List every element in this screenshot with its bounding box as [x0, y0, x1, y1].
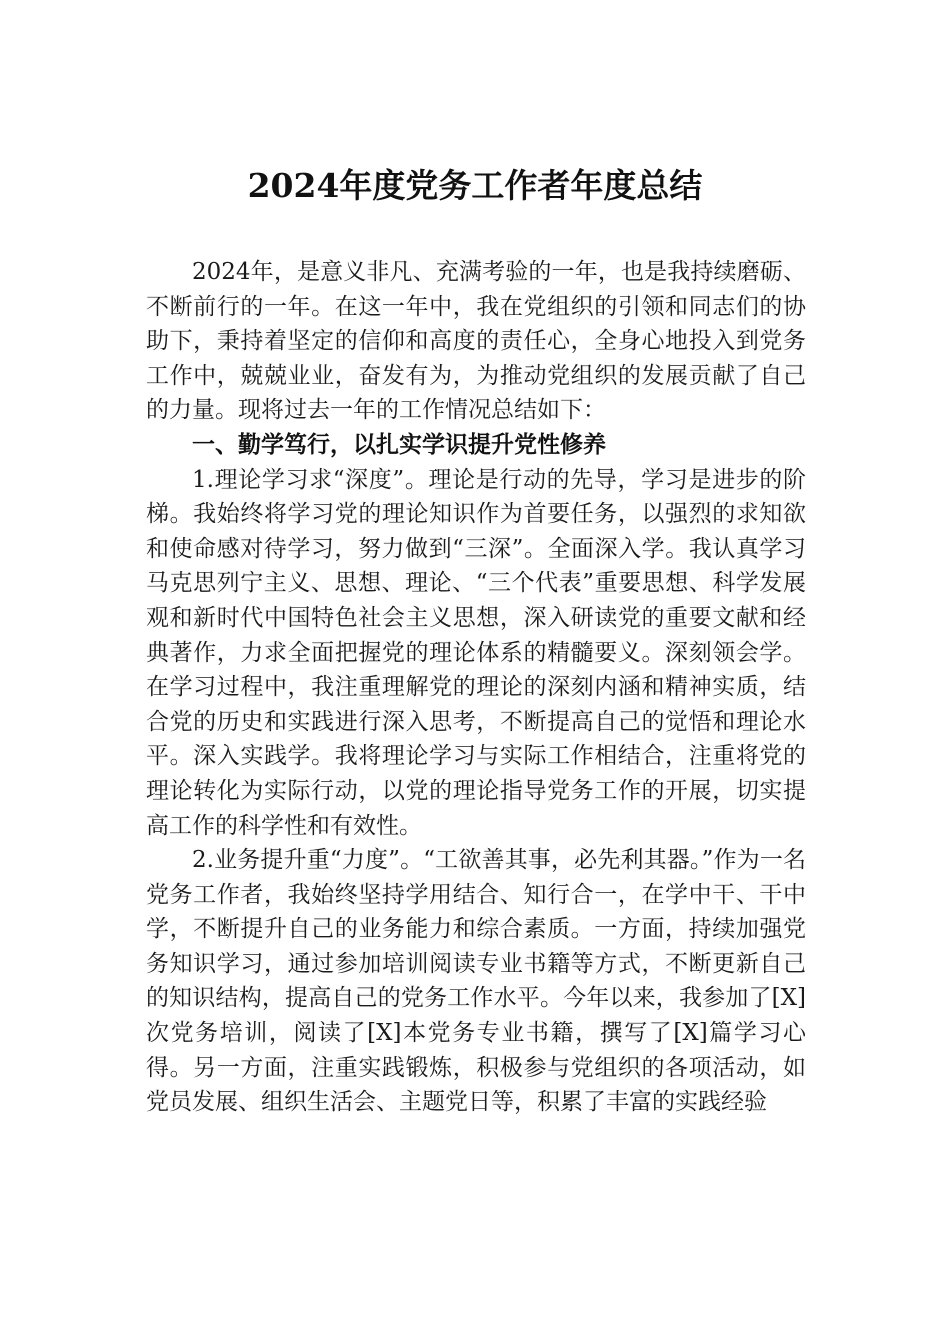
paragraph-theory-study: 1.理论学习求“深度”。理论是行动的先导，学习是进步的阶梯。我始终将学习党的理论知识作为首要任务，以强烈的求知欲和使命感对待学习，努力做到“三深”。全面深入学。我认真学习马克思列宁主义、思想、理论、“三个代表”重要思想、科学发展观和新时代中国特色社会主义思想，深入研读党的重要文献和经典著作，力求全面把握党的理论体系的精髓要义。深刻领会学。在学习过程中，我注重理解党的理论的深刻内涵和精神实质，结合党的历史和实践进行深入思考，不断提高自己的觉悟和理论水平。深入实践学。我将理论学习与实际工作相结合，注重将党的理论转化为实际行动，以党的理论指导党务工作的开展，切实提高工作的科学性和有效性。: [146, 466, 806, 839]
document-body: [146, 255, 806, 1120]
section-heading-1: 一、勤学笃行，以扎实学识提升党性修养: [192, 431, 606, 458]
paragraph-business-improvement: 2.业务提升重“力度”。“工欲善其事，必先利其器。”作为一名党务工作者，我始终坚持学用结合、知行合一，在学中干、干中学，不断提升自己的业务能力和综合素质。一方面，持续加强党务知识学习，通过参加培训阅读专业书籍等方式，不断更新自己的知识结构，提高自己的党务工作水平。今年以来，我参加了[X]次党务培训，阅读了[X]本党务专业书籍，撰写了[X]篇学习心得。另一方面，注重实践锻炼，积极参与党组织的各项活动，如党员发展、组织生活会、主题党日等，积累了丰富的实践经验: [146, 847, 806, 1116]
document-title: 2024年度党务工作者年度总结: [247, 166, 703, 205]
intro-paragraph: 2024年，是意义非凡、充满考验的一年，也是我持续磨砺、不断前行的一年。在这一年中，我在党组织的引领和同志们的协助下，秉持着坚定的信仰和高度的责任心，全身心地投入到党务工作中，兢兢业业，奋发有为，为推动党组织的发展贡献了自己的力量。现将过去一年的工作情况总结如下：: [146, 259, 806, 424]
